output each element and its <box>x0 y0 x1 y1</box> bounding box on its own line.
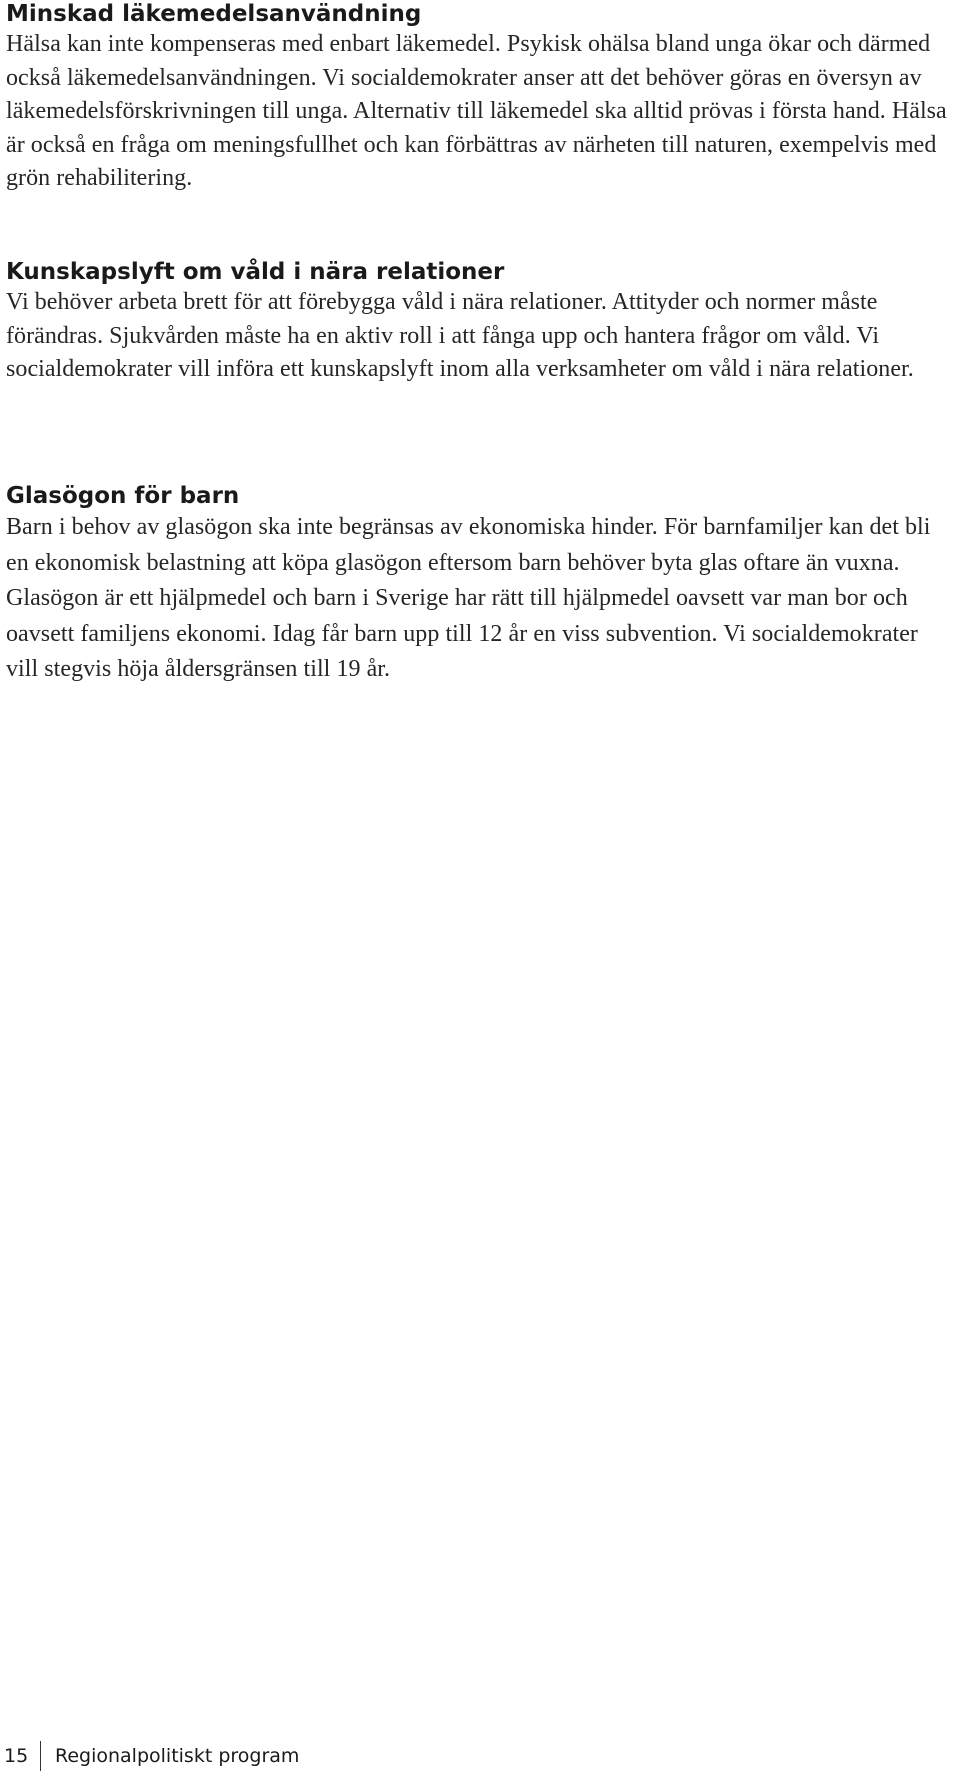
section-paragraph: Hälsa kan inte kompenseras med enbart läkemedel. Psykisk ohälsa bland unga ökar och därmed också läkemedelsanvändningen. Vi socialdemokrater anser att det behöver göras en översyn av läkemedelsförskrivningen till unga. Alternativ till läkemedel ska alltid prövas i första hand. Hälsa är också en fråga om meningsfullhet och kan förbättras av närheten till naturen, exempelvis med grön rehabilitering. <box>6 31 947 191</box>
page-number: 15 <box>4 1745 29 1767</box>
section-heading: Minskad läkemedelsanvändning <box>6 1 422 27</box>
section-paragraph: Vi behöver arbeta brett för att förebygga våld i nära relationer. Attityder och normer måste förändras. Sjukvården måste ha en aktiv roll i att fånga upp och hantera frågor om våld. Vi socialdemokrater vill införa ett kunskapslyft inom alla verksamheter om våld i nära relationer. <box>6 289 914 382</box>
section-glasogon-for-barn <box>6 482 951 688</box>
section-minskad-lakemedelsanvandning <box>6 0 951 196</box>
section-paragraph: Barn i behov av glasögon ska inte begränsas av ekonomiska hinder. För barnfamiljer kan det bli en ekonomisk belastning att köpa glasögon eftersom barn behöver byta glas oftare än vuxna. Glasögon är ett hjälpmedel och barn i Sverige har rätt till hjälpmedel oavsett var man bor och oavsett familjens ekonomi. Idag får barn upp till 12 år en viss subvention. Vi socialdemokrater vill stegvis höja åldersgränsen till 19 år. <box>6 514 931 682</box>
footer-divider <box>40 1741 41 1771</box>
page-footer <box>4 1741 299 1771</box>
section-heading: Glasögon för barn <box>6 483 240 509</box>
section-heading: Kunskapslyft om våld i nära relationer <box>6 259 505 285</box>
section-kunskapslyft-vald <box>6 258 951 387</box>
document-title: Regionalpolitiskt program <box>55 1745 300 1767</box>
